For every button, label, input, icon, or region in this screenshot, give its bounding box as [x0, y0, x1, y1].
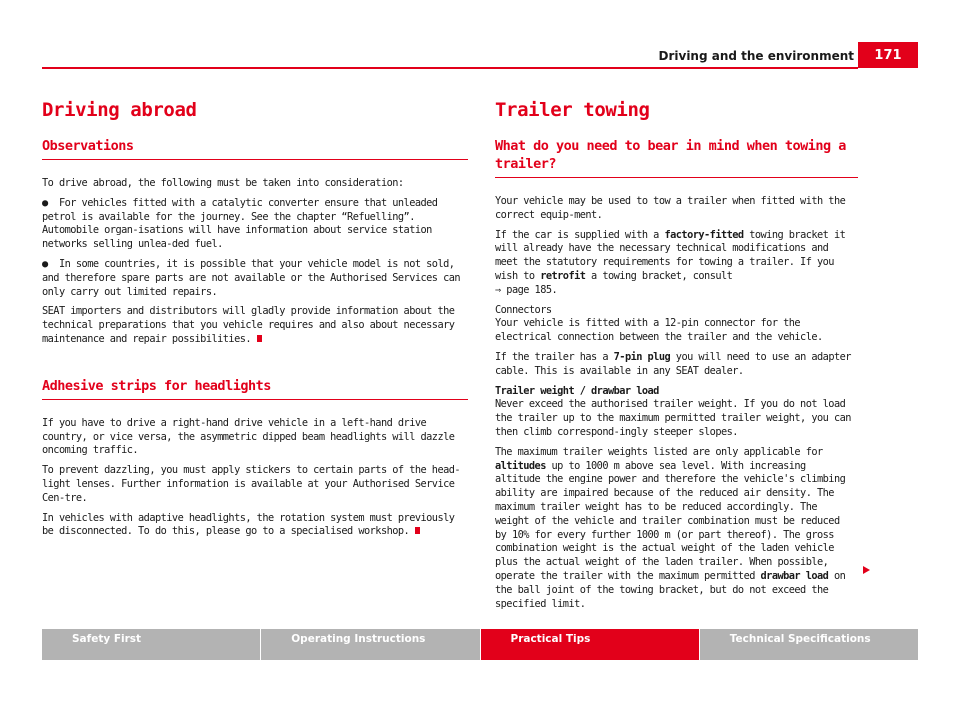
connectors-label: Connectors	[495, 303, 552, 316]
towing-paragraph-bracket: If the car is supplied with a factory-fitted towing bracket it will already have the necessary technical modifications and meet the statutory requirements for towing a trailer. If you wish to retrofit a towing bracket, consult ⇒ page 185.	[495, 228, 846, 296]
observations-bullet-spare-parts: ● In some countries, it is possible that your vehicle model is not sold, and therefore spare parts are not available or the Authorised Services can only carry out limited repairs.	[42, 257, 461, 298]
header-rule	[42, 67, 858, 69]
connectors-paragraph: Your vehicle is fitted with a 12-pin connector for the electrical connection between the trailer and the vehicle.	[495, 317, 823, 344]
trailer-weight-paragraph: Never exceed the authorised trailer weight. If you do not load the trailer up to the maximum permitted trailer weight, you can then climb correspond-ingly steeper slopes.	[495, 398, 851, 438]
towing-paragraph-equipment: Your vehicle may be used to tow a trailer when fitted with the correct equip-ment.	[495, 195, 846, 221]
adhesive-paragraph-2: To prevent dazzling, you must apply stickers to certain parts of the head-light lenses. Further information is available at your Authorised Service Cen-tre.	[42, 464, 461, 504]
footer-nav	[42, 629, 918, 660]
observations-paragraph: SEAT importers and distributors will gladly provide information about the technical preparations that you vehicle requires and also about necessary maintenance and repair possibilities.	[42, 305, 455, 345]
footer-tab-operating-instructions[interactable]: Operating Instructions	[261, 629, 479, 660]
observations-intro: To drive abroad, the following must be taken into consideration:	[42, 177, 404, 189]
section-heading-trailer-towing: Trailer towing	[495, 99, 650, 121]
section-end-mark	[257, 335, 262, 342]
running-header-title: Driving and the environment	[658, 49, 854, 63]
trailer-weight-label: Trailer weight / drawbar load	[495, 384, 659, 397]
altitude-paragraph: The maximum trailer weights listed are only applicable for altitudes up to 1000 m above sea level. With increasing altitude the engine power and therefore the vehicle's climbing ability are impaired because of the reduced air density. The maximum trailer weight has to be reduced accordingly. The weight of the vehicle and trailer combination must be reduced by 10% for every further 1000 m (or part thereof). The gross combination weight is the actual weight of the laden vehicle plus the actual weight of the laden trailer. When possible, operate the trailer with the maximum permitted drawbar load on the ball joint of the towing bracket, but do not exceed the specified limit.	[495, 445, 846, 610]
footer-tab-safety-first[interactable]: Safety First	[42, 629, 260, 660]
footer-tab-technical-specifications[interactable]: Technical Specifications	[700, 629, 918, 660]
section-heading-driving-abroad: Driving abroad	[42, 99, 197, 121]
adhesive-paragraph-3: In vehicles with adaptive headlights, the rotation system must previously be disconnected. To do this, please go to a specialised workshop.	[42, 511, 455, 538]
section-end-mark	[415, 527, 420, 534]
left-column	[42, 95, 468, 539]
page-number: 171	[858, 42, 918, 68]
subsection-title-observations: Observations	[42, 137, 468, 160]
right-column	[495, 95, 853, 611]
continue-arrow-icon	[863, 566, 870, 574]
observations-bullet-unleaded: ● For vehicles fitted with a catalytic converter ensure that unleaded petrol is available for the journey. See the chapter “Refuelling”. Automobile organ-isations will have information about service station networks selling unlea-ded fuel.	[42, 196, 438, 251]
page-reference-link[interactable]: ⇒ page 185.	[495, 283, 558, 296]
subsection-title-adhesive-strips: Adhesive strips for headlights	[42, 377, 468, 400]
footer-tab-practical-tips[interactable]: Practical Tips	[481, 629, 699, 660]
subsection-title-towing-considerations: What do you need to bear in mind when towing a trailer?	[495, 137, 858, 178]
adapter-paragraph: If the trailer has a 7-pin plug you will need to use an adapter cable. This is available in any SEAT dealer.	[495, 350, 851, 377]
adhesive-paragraph-1: If you have to drive a right-hand drive vehicle in a left-hand drive country, or vice versa, the asymmetric dipped beam headlights will dazzle oncoming traffic.	[42, 416, 455, 457]
